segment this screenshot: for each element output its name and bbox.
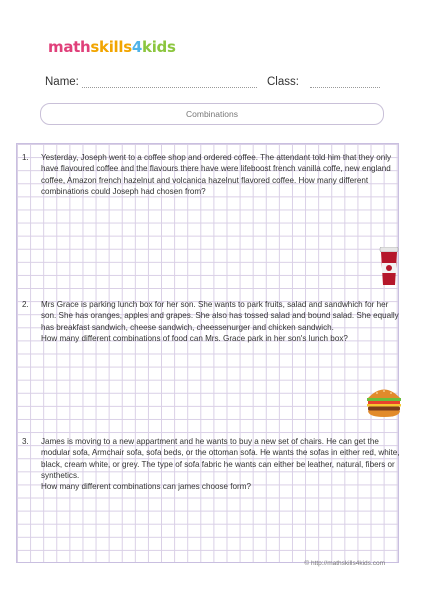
name-label: Name:	[45, 76, 79, 88]
logo-part-math: math	[48, 38, 91, 56]
logo-part-kids: kids	[142, 38, 176, 56]
name-row	[45, 76, 257, 88]
logo	[48, 38, 176, 56]
question-text: Yesterday, Joseph went to a coffee shop and ordered coffee. The attendant told him that they only have flavoured coffee and the flavours there have were lifeboost french vanilla coffe, new england coffee, Amazon french hazelnut and volcanica hazelnut flavored coffee. How many different combinations could Joseph had chosen from?	[41, 153, 392, 196]
worksheet-title: Combinations	[40, 103, 384, 125]
logo-part-skills: skills	[90, 38, 132, 56]
question-text: James is moving to a new appartment and he wants to buy a new set of chairs. He can get the modular sofa, Armchair sofa, sofa beds, or the ottoman sofa. He wants the sofas in either red, white, black, cream white, or grey. The type of sofa fabric he wants can either be leather, natural, fibers or synthetics.	[41, 437, 400, 480]
name-field[interactable]	[82, 77, 257, 88]
coffee-cup-icon	[378, 247, 400, 287]
burger-icon	[365, 385, 403, 419]
class-label: Class:	[267, 76, 299, 88]
question-text: Mrs Grace is parking lunch box for her son. She wants to park fruits, salad and sandwhich for her son. She has oranges, apples and grapes. She also has tossed salad and bound salad. She equally has breakfast sandwich, cheese sandwich, cheessenurger and chicken sandwich.	[41, 300, 399, 332]
question-prompt: How many different combinations can james choose form?	[41, 482, 251, 492]
logo-part-4: 4	[131, 38, 143, 56]
question-3	[22, 436, 402, 492]
question-2	[22, 299, 402, 344]
question-number: 1.	[22, 153, 29, 162]
grid-paper	[16, 143, 399, 563]
footer-credit: © http://mathskills4kids.com	[304, 560, 385, 567]
question-prompt: How many different combinations of food can Mrs. Grace park in her son's lunch box?	[41, 333, 348, 343]
class-field[interactable]	[310, 77, 380, 88]
class-row	[267, 76, 380, 88]
question-1	[22, 152, 402, 197]
question-number: 2.	[22, 300, 29, 309]
question-number: 3.	[22, 437, 29, 446]
